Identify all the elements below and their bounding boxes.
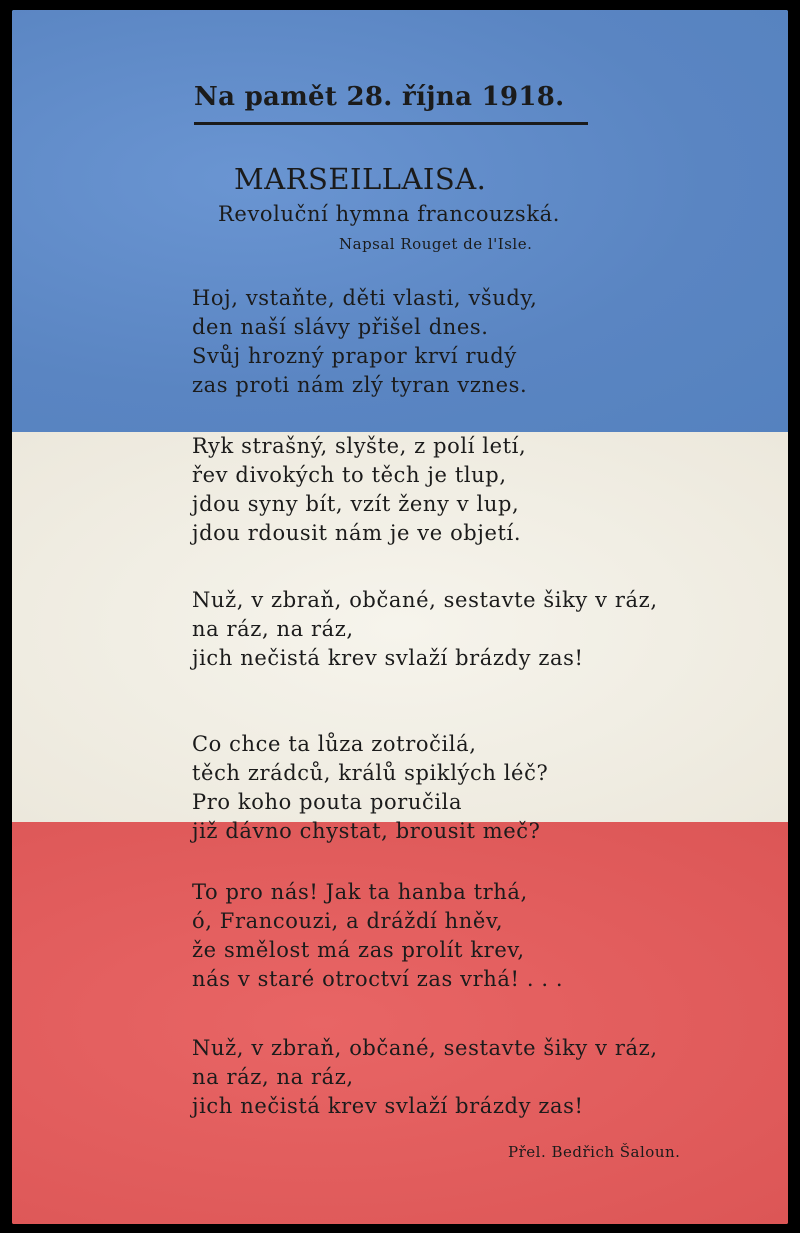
stanza-4 — [192, 878, 563, 994]
postcard — [12, 10, 788, 1224]
verse-line: den naší slávy přišel dnes. — [192, 315, 489, 339]
title-underline — [194, 122, 588, 125]
anthem-heading: MARSEILLAISA. — [234, 162, 487, 196]
stanza-1 — [192, 284, 537, 400]
verse-line: řev divokých to těch je tlup, — [192, 463, 507, 487]
verse-line: těch zrádců, králů spiklých léč? — [192, 761, 549, 785]
verse-line: Svůj hrozný prapor krví rudý — [192, 344, 517, 368]
author-credit: Napsal Rouget de l'Isle. — [339, 235, 533, 253]
verse-line: Ryk strašný, slyšte, z polí letí, — [192, 434, 527, 458]
verse-line: zas proti nám zlý tyran vznes. — [192, 373, 528, 397]
verse-line: Pro koho pouta poručila — [192, 790, 463, 814]
anthem-subtitle: Revoluční hymna francouzská. — [218, 202, 561, 226]
commemoration-title: Na pamět 28. října 1918. — [194, 82, 565, 112]
verse-line: nás v staré otroctví zas vrhá! . . . — [192, 967, 564, 991]
verse-line: ó, Francouzi, a dráždí hněv, — [192, 909, 504, 933]
verse-line: již dávno chystat, brousit meč? — [192, 819, 541, 843]
verse-line: jich nečistá krev svlaží brázdy zas! — [192, 1094, 584, 1118]
stanza-2 — [192, 432, 526, 548]
verse-line: Nuž, v zbraň, občané, sestavte šiky v ráz, — [192, 588, 658, 612]
verse-line: jich nečistá krev svlaží brázdy zas! — [192, 646, 584, 670]
stanza-3 — [192, 730, 548, 846]
refrain-2 — [192, 1034, 658, 1121]
verse-line: Hoj, vstaňte, děti vlasti, všudy, — [192, 286, 538, 310]
translator-credit: Přel. Bedřich Šaloun. — [508, 1143, 681, 1161]
refrain-1 — [192, 586, 658, 673]
verse-line: že smělost má zas prolít krev, — [192, 938, 525, 962]
verse-line: Nuž, v zbraň, občané, sestavte šiky v ráz, — [192, 1036, 658, 1060]
verse-line: jdou rdousit nám je ve objetí. — [192, 521, 522, 545]
verse-line: Co chce ta lůza zotročilá, — [192, 732, 477, 756]
verse-line: To pro nás! Jak ta hanba trhá, — [192, 880, 528, 904]
verse-line: na ráz, na ráz, — [192, 1065, 354, 1089]
verse-line: jdou syny bít, vzít ženy v lup, — [192, 492, 520, 516]
verse-line: na ráz, na ráz, — [192, 617, 354, 641]
